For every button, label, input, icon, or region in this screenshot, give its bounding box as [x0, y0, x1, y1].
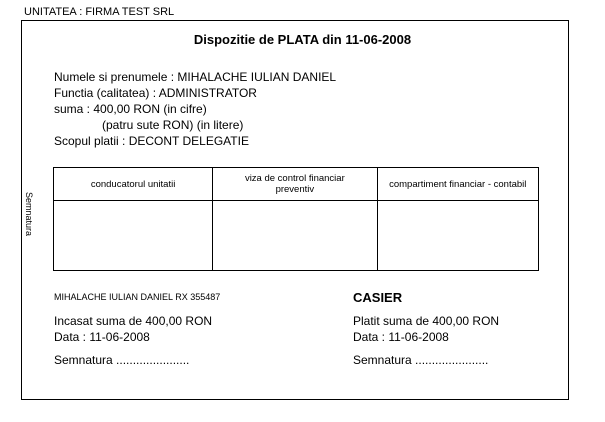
- payee-name: Numele si prenumele : MIHALACHE IULIAN DANIEL: [54, 70, 337, 84]
- cashier-date: Data : 11-06-2008: [353, 330, 449, 344]
- signature-cell-manager: [54, 201, 213, 271]
- column-head-accounting-label: compartiment financiar - contabil: [389, 178, 527, 190]
- payee-function: Functia (calitatea) : ADMINISTRATOR: [54, 86, 257, 100]
- receiver-id-line: MIHALACHE IULIAN DANIEL RX 355487: [54, 292, 221, 302]
- column-head-financial-control: [213, 168, 377, 201]
- cashier-heading: CASIER: [353, 290, 403, 305]
- signature-cell-financial-control: [213, 201, 377, 271]
- signature-cell-accounting: [377, 201, 538, 271]
- receiver-signature: Semnatura ......................: [54, 353, 190, 367]
- cashier-signature: Semnatura ......................: [353, 353, 489, 367]
- cashier-amount: Platit suma de 400,00 RON: [353, 314, 500, 328]
- amount-words: (patru sute RON) (in litere): [102, 118, 244, 132]
- document-title: Dispozitie de PLATA din 11-06-2008: [193, 32, 412, 47]
- column-head-financial-control-label: viza de control financiar preventiv: [244, 173, 345, 195]
- column-head-accounting: [377, 168, 538, 201]
- column-head-manager: conducatorul unitatii: [54, 168, 213, 201]
- payment-purpose: Scopul platii : DECONT DELEGATIE: [54, 134, 249, 148]
- signature-table: [53, 167, 539, 271]
- receiver-amount: Incasat suma de 400,00 RON: [54, 314, 213, 328]
- receiver-date: Data : 11-06-2008: [54, 330, 150, 344]
- amount-figures: suma : 400,00 RON (in cifre): [54, 102, 207, 116]
- signature-side-label: Semnatura: [24, 192, 34, 237]
- unit-name: UNITATEA : FIRMA TEST SRL: [24, 6, 175, 18]
